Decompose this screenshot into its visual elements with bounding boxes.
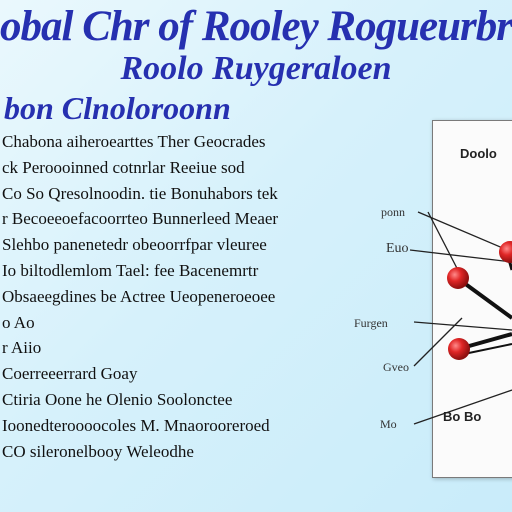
callout-label: Mo <box>380 417 397 431</box>
body-line: Chabona aiheroearttes Ther Geocrades <box>2 132 266 151</box>
body-line: Ioonedteroooocoles M. Mnaorooreroed <box>2 415 270 435</box>
callout-label: Gveo <box>383 360 409 374</box>
body-line: Obsaeegdines be Actree Ueopeneroeoee <box>2 286 276 306</box>
callout-label: ponn <box>381 205 405 219</box>
title-line-1: obal Chr of Rooley Rogueurbr <box>0 3 512 50</box>
body-line: CO sileronelbooy Weleodhe <box>2 441 194 461</box>
callout-label: Furgen <box>354 316 388 330</box>
diagram-title: Doolo <box>460 146 497 161</box>
body-line: r Becoeeoefacoorrteo Bunnerleed Meaer <box>2 209 279 229</box>
callout-arrow <box>414 322 512 330</box>
callout-arrow <box>410 250 512 262</box>
body-line: ck Peroooinned cotnrlar Reeiue sod <box>2 157 245 177</box>
body-line: Co So Qresolnoodin. tie Bonuhabors tek <box>2 183 278 203</box>
bond <box>460 280 512 318</box>
subtitle: bon Clnoloroonn <box>4 90 231 126</box>
title-line-2: Roolo Ruygeraloen <box>120 50 392 87</box>
callout-arrow <box>418 212 512 252</box>
atom <box>447 267 469 289</box>
body-line: Ctiria Oone he Olenio Soolonctee <box>2 389 233 409</box>
body-line: o Ao <box>2 312 35 332</box>
atom <box>448 338 470 360</box>
body-line: Coerreeerrard Goay <box>2 364 138 384</box>
body-line: Slehbo panenetedr obeoorrfpar vleuree <box>2 235 267 255</box>
body-line: r Aiio <box>2 338 42 358</box>
callout-label: Euo <box>386 241 409 256</box>
body-line: Io biltodlemlom Tael: fee Bacenemrtr <box>2 260 259 280</box>
atom <box>499 241 512 263</box>
callout-arrow <box>414 390 512 424</box>
diagram-footer: Bo Bo <box>443 409 482 424</box>
